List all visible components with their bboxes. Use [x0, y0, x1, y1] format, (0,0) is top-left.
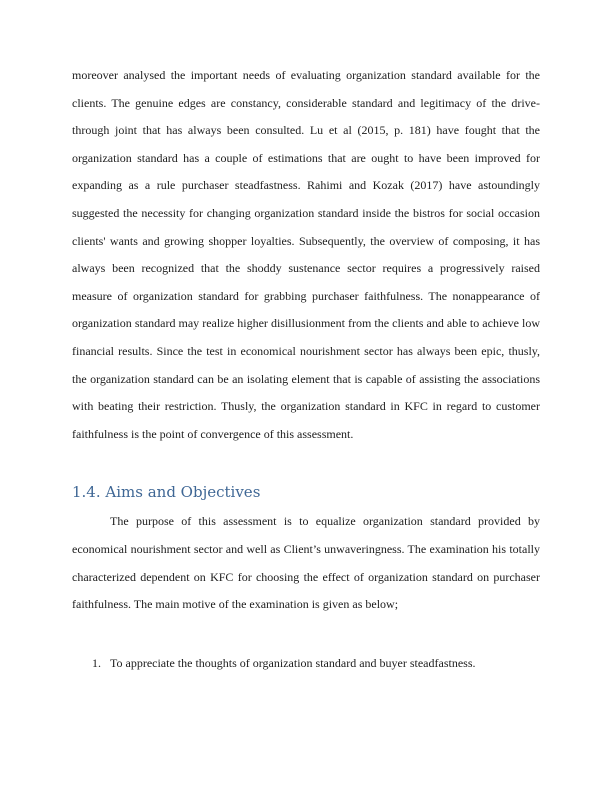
list-item — [92, 650, 540, 678]
list-item-number: 1. — [92, 655, 101, 670]
body-paragraph-1: moreover analysed the important needs of evaluating organization standard available for the clients. The genuine edges are constancy, considerable standard and legitimacy of the drive-through joint that has always been consulted. Lu et al (2015, p. 181) have fought that the organization standard has a couple of estimations that are ought to have been improved for expanding as a rule purchaser steadfastness. Rahimi and Kozak (2017) have astoundingly suggested the necessity for changing organization standard inside the bistros for social occasion clients' wants and growing shopper loyalties. Subsequently, the overview of composing, it has always been recognized that the shoddy sustenance sector requires a progressively raised measure of organization standard for grabbing purchaser faithfulness. The nonappearance of organization standard may realize higher disillusionment from the clients and able to achieve low financial results. Since the test in economical nourishment sector has always been epic, thusly, the organization standard can be an isolating element that is capable of assisting the associations with beating their restriction. Thusly, the organization standard in KFC in regard to customer faithfulness is the point of convergence of this assessment. — [72, 68, 540, 441]
list-item-text: To appreciate the thoughts of organization standard and buyer steadfastness. — [110, 655, 476, 670]
objectives-list — [72, 650, 540, 678]
body-paragraph-2: The purpose of this assessment is to equalize organization standard provided by economical nourishment sector and well as Client’s unwaveringness. The examination his totally characterized dependent on KFC for choosing the effect of organization standard on purchaser faithfulness. The main motive of the examination is given as below; — [72, 514, 540, 612]
section-heading-aims-and-objectives: 1.4. Aims and Objectives — [72, 483, 261, 502]
